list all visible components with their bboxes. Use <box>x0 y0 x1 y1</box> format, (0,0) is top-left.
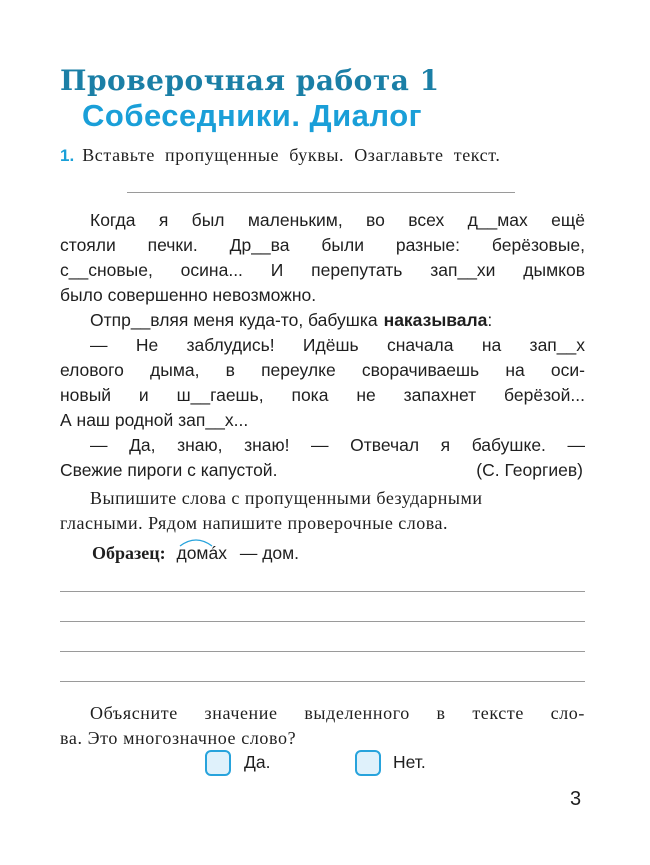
task-3-line-2: ва. Это многозначное слово? <box>60 728 297 748</box>
page-number: 3 <box>570 788 582 810</box>
task-3-line-1: Объясните значение выделенного в тексте сло- <box>90 703 585 723</box>
text-line: с__сновые, осина... И перепутать зап__хи дымков <box>60 260 585 280</box>
answer-line[interactable] <box>60 621 585 622</box>
option-yes-label: Да. <box>244 752 271 772</box>
text-line <box>60 283 585 308</box>
answer-line[interactable] <box>60 651 585 652</box>
line-text: А наш родной зап__х... <box>60 410 249 430</box>
task-1 <box>60 145 585 166</box>
text-line <box>60 458 585 483</box>
task-2-line-1: Выпишите слова с пропущенными безударными <box>90 488 483 508</box>
checkbox-yes[interactable] <box>205 750 231 776</box>
text-line: елового дыма, в переулке сворачиваешь на оси- <box>60 360 585 380</box>
text-line <box>60 408 585 433</box>
checkbox-no[interactable] <box>355 750 381 776</box>
line-text: Отпр__вляя меня куда-то, бабушка <box>90 310 378 330</box>
option-no-label: Нет. <box>393 752 426 772</box>
page-title: Проверочная работа 1 <box>60 64 440 97</box>
text-line <box>60 308 585 333</box>
root-arc-icon <box>178 537 214 547</box>
page-subtitle: Собеседники. Диалог <box>82 98 423 133</box>
sample <box>92 543 299 564</box>
task-instruction: Вставьте пропущенные буквы. Озаглавьте текст. <box>82 145 501 165</box>
sample-word-text: домáх <box>176 543 227 563</box>
line-text: было совершенно невозможно. <box>60 285 317 305</box>
text-line: стояли печки. Др__ва были разные: берёзовые, <box>60 235 585 255</box>
sample-rest: — дом. <box>239 543 300 563</box>
text-line: — Да, знаю, знаю! — Отвечал я бабушке. — <box>90 435 585 455</box>
answer-line[interactable] <box>60 681 585 682</box>
colon: : <box>487 310 493 330</box>
author: (С. Георгиев) <box>476 460 583 480</box>
sample-label: Образец: <box>92 543 166 563</box>
title-answer-line[interactable] <box>127 192 515 193</box>
text-line: новый и ш__гаешь, пока не запахнет берёзой... <box>60 385 585 405</box>
line-text: Свежие пироги с капустой. <box>60 460 278 480</box>
story-text <box>60 208 585 483</box>
highlighted-word: наказывала <box>383 310 488 330</box>
sample-word <box>176 543 226 563</box>
text-line: Когда я был маленьким, во всех д__мах ещё <box>90 210 585 230</box>
text-line: — Не заблудись! Идёшь сначала на зап__х <box>90 335 585 355</box>
task-number: 1. <box>60 146 75 165</box>
answer-line[interactable] <box>60 591 585 592</box>
task-2-line-2: гласными. Рядом напишите проверочные слова. <box>60 513 449 533</box>
